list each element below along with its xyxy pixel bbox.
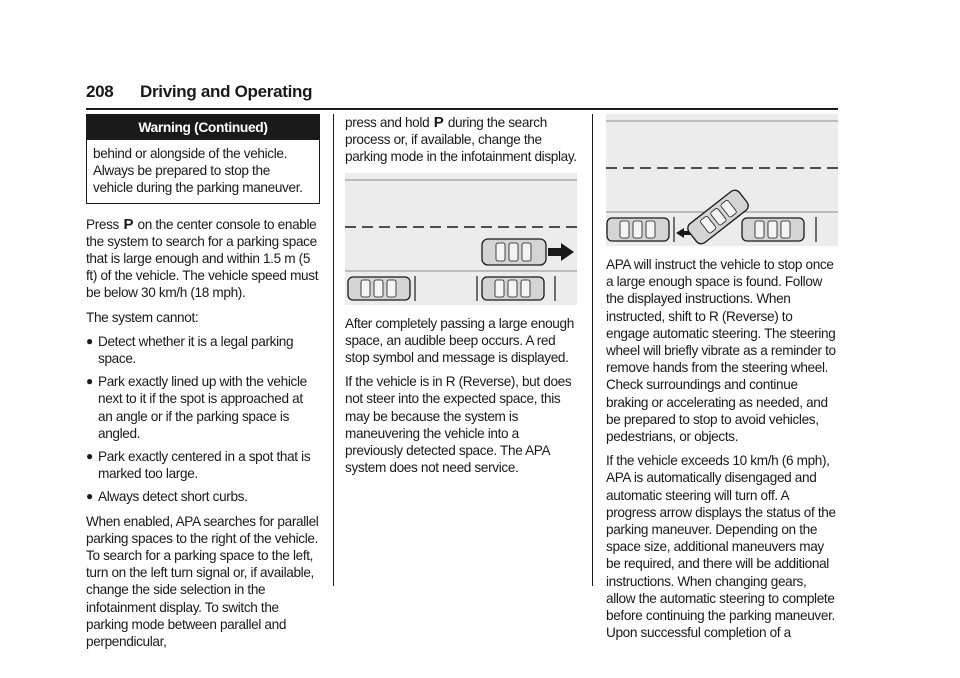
instruct-paragraph: APA will instruct the vehicle to stop once a large enough space is found. Follow the displayed instructions. When instructed, shift to R (Reverse) to engage automatic steering. The steering wheel will briefly vibrate as a reminder to remove hands from the steering wheel. Check surroundings and continue braking or accelerating as needed, and be prepared to stop to avoid vehicles, pedestrians, or objects. — [606, 257, 836, 445]
cannot-intro: The system cannot: — [86, 309, 199, 325]
page-header — [86, 82, 838, 110]
list-item: ● Always detect short curbs. — [86, 489, 248, 505]
press-paragraph: Press P on the center console to enable the system to search for a parking space that is large enough and within 1.5 m (5 ft) of the vehicle. The vehicle speed must be below 30 km/h (18 mph). — [86, 215, 319, 301]
column-divider — [333, 114, 334, 586]
list-item: ● Detect whether it is a legal parking space. — [86, 333, 294, 367]
exceed-paragraph: If the vehicle exceeds 10 km/h (6 mph), APA is automatically disengaged and automatic steering will turn off. A progress arrow displays the status of the parking maneuver. Depending on the space size, additional maneuvers may be required, and there will be additional instructions. When changing gears, allow the automatic steering to complete before continuing the parking maneuver. Upon successful completion of a — [606, 453, 836, 641]
cannot-list — [86, 333, 320, 506]
after-paragraph: After completely passing a large enough space, an audible beep occurs. A red stop symbol and message is displayed. — [345, 315, 574, 366]
warning-box — [86, 114, 320, 204]
column-3 — [606, 114, 838, 648]
search-diagram — [345, 173, 577, 305]
warning-body: behind or alongside of the vehicle. Always be prepared to stop the vehicle during the parking maneuver. — [93, 146, 303, 196]
bullet-icon: ● — [86, 489, 93, 504]
section-title: Driving and Operating — [140, 82, 313, 101]
parking-assist-icon: P — [433, 114, 444, 131]
parked-car-left — [607, 218, 669, 241]
page-number: 208 — [86, 82, 114, 101]
bullet-icon: ● — [86, 333, 93, 348]
list-item: ● Park exactly lined up with the vehicle next to it if the spot is approached at an angle or if the parking space is angled. — [86, 374, 307, 441]
list-item: ● Park exactly centered in a spot that is marked too large. — [86, 449, 311, 482]
warning-title: Warning (Continued) — [87, 115, 319, 140]
reverse-paragraph: If the vehicle is in R (Reverse), but does not steer into the expected space, this may be because the system is maneuvering the vehicle into a previously detected space. The APA system does not need service. — [345, 374, 572, 476]
parked-car-right — [482, 277, 544, 300]
parking-assist-icon: P — [123, 215, 134, 233]
bullet-icon: ● — [86, 374, 93, 389]
reverse-maneuver-diagram — [606, 114, 838, 246]
column-2 — [345, 114, 577, 483]
press-hold-paragraph: press and hold P during the search process or, if available, change the parking mode in the infotainment display. — [345, 114, 577, 165]
column-1 — [86, 114, 320, 657]
moving-car — [482, 239, 546, 265]
parked-car-right — [742, 218, 804, 241]
parked-car-left — [348, 277, 410, 300]
enabled-paragraph: When enabled, APA searches for parallel parking spaces to the right of the vehicle. To search for a parking space to the left, turn on the left turn signal or, if available, change the side selection in the infotainment display. To switch the parking mode between parallel and perpendicular, — [86, 513, 319, 650]
bullet-icon: ● — [86, 449, 93, 464]
column-divider — [592, 114, 593, 586]
